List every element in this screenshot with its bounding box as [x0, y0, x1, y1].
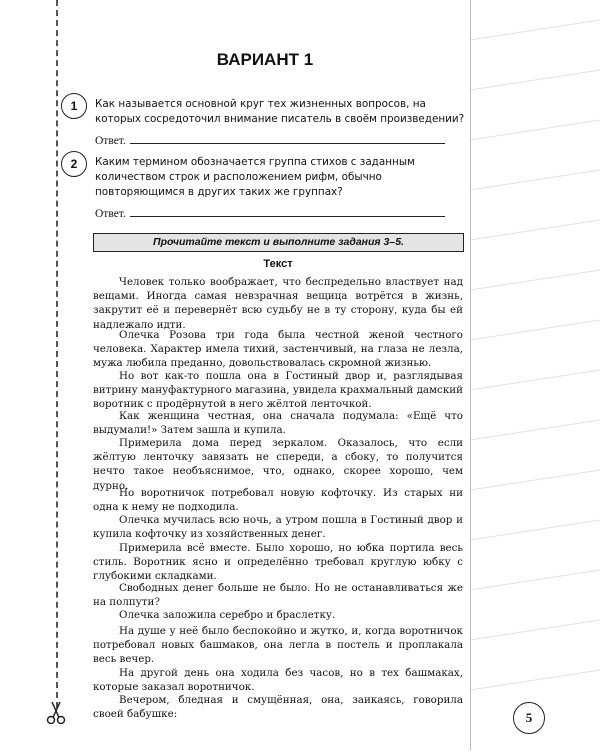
answer-field-1[interactable] [130, 132, 445, 144]
answer-label: Ответ. [95, 208, 126, 220]
question-2-answer [95, 205, 465, 220]
paragraph-2: Олечка Розова три года была честной женой честного человека. Характер имела тихий, застенчивый, на глаза не лезла, мужа любила преданно, довольствовалась скромной жизнью. [93, 329, 463, 370]
question-2-text: Каким термином обозначается группа стихов с заданным количеством строк и расположением рифм, обычно повторяющимся в других таких же группах? [95, 156, 415, 198]
text-title: Текст [263, 258, 293, 270]
question-2-number: 2 [61, 151, 87, 177]
ruled-margin [470, 0, 600, 750]
cut-line [56, 0, 58, 708]
paragraph-6: Но воротничок потребовал новую кофточку. Из старых ни одна к нему не подходила. [93, 487, 463, 514]
paragraph-11: На душе у неё было беспокойно и жутко, и, когда воротничок потребовал новых башмаков, она легла в постель и проплакала весь вечер. [93, 625, 463, 666]
question-1-text: Как называется основной круг тех жизненных вопросов, на которых сосредоточил внимание писатель в своём произведении? [95, 98, 465, 125]
paragraph-5: Примерила дома перед зеркалом. Оказалось, что если жёлтую ленточку завязать не спереди, а сбоку, то получится нечто такое необъяснимое, что, однако, скорее хорошо, чем дурно. [93, 437, 463, 492]
paragraph-8: Примерила всё вместе. Было хорошо, но юбка портила весь стиль. Воротник ясно и определённо требовал круглую юбку с глубокими складками. [93, 542, 463, 583]
paragraph-9: Свободных денег больше не было. Но не останавливаться же на полпути? [93, 582, 463, 609]
paragraph-1: Человек только воображает, что беспредельно властвует над вещами. Иногда самая невзрачная вещица вотрётся в жизнь, закрутит её и перевернёт всю судьбу не в ту сторону, куда бы ей надлежало идти. [93, 276, 463, 331]
scissors-icon [42, 698, 70, 726]
instruction-banner: Прочитайте текст и выполните задания 3–5. [93, 233, 464, 252]
margin-divider [470, 0, 471, 750]
answer-label: Ответ. [95, 135, 126, 147]
question-1-number: 1 [61, 93, 87, 119]
question-1-answer [95, 132, 465, 147]
answer-field-2[interactable] [130, 205, 445, 217]
variant-title: ВАРИАНТ 1 [216, 50, 314, 69]
page-number: 5 [513, 702, 545, 734]
paragraph-13: Вечером, бледная и смущённая, она, заикаясь, говорила своей бабушке: [93, 694, 463, 721]
paragraph-12: На другой день она ходила без часов, но в тех башмаках, которые заказал воротничок. [93, 667, 463, 694]
paragraph-4: Как женщина честная, она сначала подумала: «Ещё что выдумали!» Затем зашла и купила. [93, 410, 463, 437]
paragraph-10: Олечка заложила серебро и браслетку. [119, 609, 336, 621]
paragraph-7: Олечка мучилась всю ночь, а утром пошла в Гостиный двор и купила кофточку из хозяйственных денег. [93, 514, 463, 541]
paragraph-3: Но вот как-то пошла она в Гостиный двор и, разглядывая витрину мануфактурного магазина, увидела крахмальный дамский воротник с продёрнутой в него жёлтой ленточкой. [93, 370, 463, 411]
